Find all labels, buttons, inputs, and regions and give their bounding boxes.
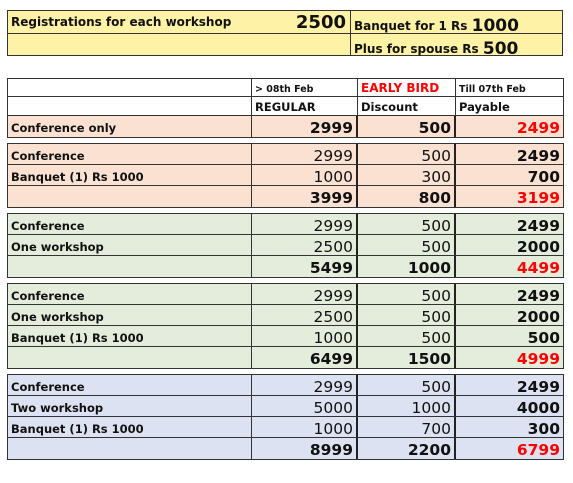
payable-cell [456,144,563,165]
label-cell [8,438,252,459]
regular-cell [252,165,358,186]
discount-cell [358,438,456,459]
header-discount-label: Discount [361,100,418,114]
label-cell [8,165,252,186]
regular-value: 2999 [313,286,353,305]
payable-value: 2499 [516,216,560,235]
discount-value: 800 [418,188,451,207]
discount-value: 500 [418,118,451,137]
regular-cell [252,214,358,235]
row-label: One workshop [11,310,104,324]
banquet-value: 1000 [471,16,519,36]
payable-value: 2499 [516,118,560,137]
header-date-till: Till 07th Feb [459,84,526,95]
label-cell [8,326,252,347]
header-row-bottom [7,96,564,116]
row-label: Banquet (1) Rs 1000 [11,422,144,436]
discount-value: 500 [421,146,451,165]
table-row [7,395,564,417]
table-row [7,374,564,396]
row-label: Banquet (1) Rs 1000 [11,331,144,345]
payable-value: 2499 [516,286,560,305]
label-cell [8,375,252,396]
payable-cell [456,396,563,417]
payable-cell [456,438,563,459]
payable-value: 2499 [516,146,560,165]
regular-value: 5000 [313,398,353,417]
discount-value: 1000 [407,258,451,277]
payable-cell [456,256,563,277]
regular-value: 2999 [313,377,353,396]
header-regular [252,97,358,116]
discount-value: 500 [421,286,451,305]
label-cell [8,417,252,438]
label-cell [8,186,252,207]
registration-banner [7,10,563,59]
regular-cell [252,438,358,459]
table-row [7,164,564,186]
registrations-cell [8,11,351,34]
label-cell [8,144,252,165]
payable-value: 4499 [516,258,560,277]
regular-cell [252,186,358,207]
regular-cell [252,256,358,277]
row-label: Conference [11,219,85,233]
discount-value: 500 [421,237,451,256]
header-early-bird: EARLY BIRD [361,81,440,95]
regular-value: 2500 [313,307,353,326]
payable-value: 2000 [516,237,560,256]
payable-value: 2499 [516,377,560,396]
header-regular-label: REGULAR [255,100,316,114]
banquet-cell [351,11,562,34]
row-label: Conference [11,380,85,394]
payable-cell [456,186,563,207]
header-blank-bottom [8,97,252,116]
banner-empty-cell [8,34,351,55]
discount-cell [358,214,456,235]
row-label: Conference [11,289,85,303]
regular-value: 6499 [309,349,353,368]
discount-cell [358,284,456,305]
row-label: Conference only [11,121,117,135]
row-label: Banquet (1) Rs 1000 [11,170,144,184]
payable-cell [456,347,563,368]
payable-cell [456,116,563,137]
table-row [7,325,564,347]
discount-cell [358,235,456,256]
label-cell [8,256,252,277]
payable-value: 500 [527,328,560,347]
regular-value: 1000 [313,328,353,347]
payable-cell [456,214,563,235]
regular-cell [252,347,358,368]
discount-cell [358,326,456,347]
label-cell [8,305,252,326]
discount-cell [358,186,456,207]
header-earlybird-top [358,79,456,97]
spouse-cell [351,34,562,59]
table-row [7,185,564,208]
header-blank-top [8,79,252,97]
regular-value: 2999 [313,216,353,235]
table-row [7,346,564,369]
payable-value: 6799 [516,440,560,459]
regular-cell [252,235,358,256]
banquet-text [354,15,519,35]
row-label: Two workshop [11,401,104,415]
regular-cell [252,305,358,326]
regular-value: 8999 [309,440,353,459]
regular-value: 5499 [309,258,353,277]
discount-value: 1500 [407,349,451,368]
regular-cell [252,375,358,396]
discount-cell [358,116,456,137]
table-row [7,234,564,256]
header-discount [358,97,456,116]
table-row [7,143,564,165]
table-row [7,213,564,235]
regular-value: 1000 [313,419,353,438]
payable-value: 2000 [516,307,560,326]
discount-value: 700 [421,419,451,438]
regular-value: 2999 [313,146,353,165]
payable-cell [456,284,563,305]
discount-value: 1000 [411,398,451,417]
payable-cell [456,417,563,438]
discount-cell [358,347,456,368]
header-date-after: > 08th Feb [255,84,314,95]
label-cell [8,347,252,368]
discount-value: 500 [421,328,451,347]
label-cell [8,396,252,417]
label-cell [8,284,252,305]
discount-cell [358,144,456,165]
regular-cell [252,396,358,417]
spouse-text [354,38,518,58]
spouse-value: 500 [482,39,519,59]
registrations-value: 2500 [295,12,346,33]
regular-value: 2999 [309,118,353,137]
discount-cell [358,417,456,438]
table-row [7,304,564,326]
header-payable-label: Payable [459,100,510,114]
header-row-top [7,78,564,97]
payable-cell [456,375,563,396]
discount-value: 300 [421,167,451,186]
header-payable [456,97,563,116]
row-label: One workshop [11,240,104,254]
payable-cell [456,165,563,186]
regular-cell [252,116,358,137]
table-row [7,115,564,138]
header-till-top [456,79,563,97]
row-label: Conference [11,149,85,163]
regular-value: 1000 [313,167,353,186]
regular-cell [252,417,358,438]
header-regular-top [252,79,358,97]
payable-value: 3199 [516,188,560,207]
payable-cell [456,326,563,347]
payable-value: 700 [527,167,560,186]
discount-value: 500 [421,307,451,326]
regular-cell [252,284,358,305]
label-cell [8,116,252,137]
registrations-label: Registrations for each workshop [11,15,232,29]
regular-cell [252,144,358,165]
discount-cell [358,375,456,396]
discount-cell [358,256,456,277]
regular-value: 2500 [313,237,353,256]
payable-cell [456,235,563,256]
payable-value: 4000 [516,398,560,417]
table-row [7,283,564,305]
label-cell [8,235,252,256]
discount-value: 500 [421,377,451,396]
label-cell [8,214,252,235]
discount-value: 500 [421,216,451,235]
discount-cell [358,305,456,326]
payable-value: 4999 [516,349,560,368]
table-row [7,416,564,438]
discount-value: 2200 [407,440,451,459]
discount-cell [358,396,456,417]
payable-cell [456,305,563,326]
regular-cell [252,326,358,347]
discount-cell [358,165,456,186]
table-row [7,437,564,460]
payable-value: 300 [527,419,560,438]
spouse-label: Plus for spouse Rs [354,42,479,56]
regular-value: 3999 [309,188,353,207]
table-row [7,255,564,278]
banquet-label: Banquet for 1 Rs [354,19,468,33]
